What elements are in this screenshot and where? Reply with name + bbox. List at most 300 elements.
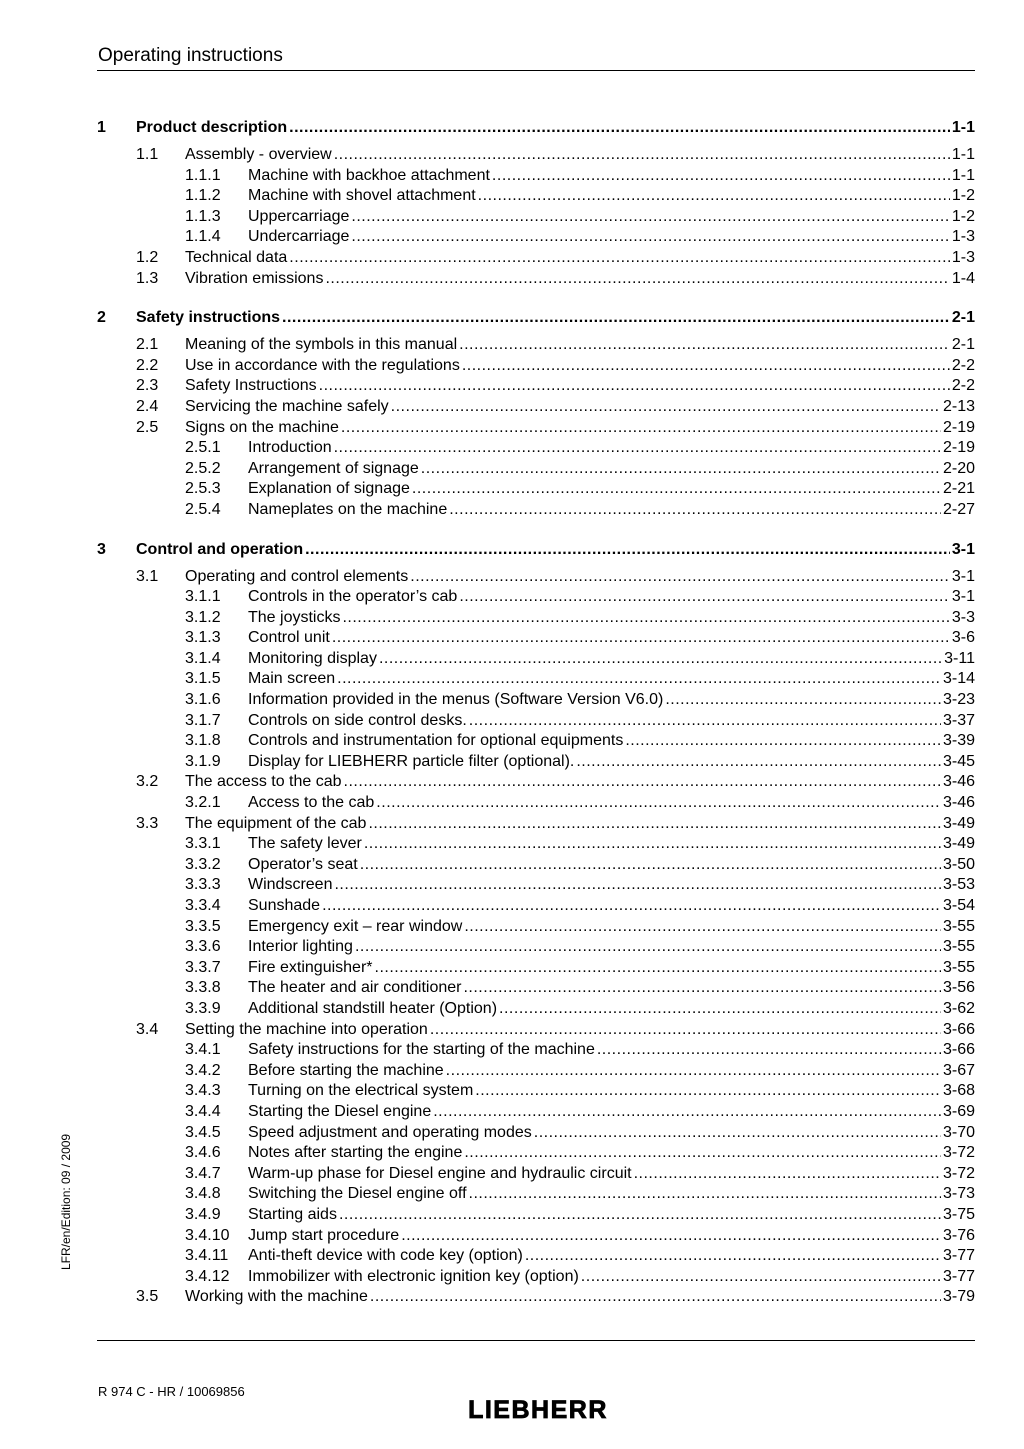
- toc-title: Starting aids: [248, 1205, 337, 1223]
- toc-page-number: 3-39: [942, 732, 975, 750]
- toc-number: 3.3.2: [185, 855, 221, 873]
- toc-page-number: 3-67: [942, 1061, 975, 1079]
- toc-subsection[interactable]: [97, 999, 975, 1020]
- toc-number: 2.1: [136, 336, 159, 354]
- toc-entry: [248, 1061, 975, 1082]
- toc-entry: [185, 814, 975, 835]
- toc-leader-dots: [375, 958, 941, 979]
- toc-page-number: 1-1: [951, 166, 975, 184]
- toc-subsection[interactable]: [97, 752, 975, 773]
- toc-section[interactable]: [97, 772, 975, 793]
- toc-page-number: 2-1: [951, 309, 975, 327]
- toc-leader-dots: [325, 269, 949, 290]
- toc-title: The joysticks: [248, 608, 341, 626]
- toc-page-number: 3-37: [942, 711, 975, 729]
- toc-leader-dots: [412, 479, 941, 500]
- toc-page-number: 3-72: [942, 1144, 975, 1162]
- toc-entry: [185, 356, 975, 377]
- toc-number: 2.5.2: [185, 459, 221, 477]
- toc-page-number: 3-77: [942, 1247, 975, 1265]
- toc-title: Control unit: [248, 629, 330, 647]
- toc-subsection[interactable]: [97, 608, 975, 629]
- toc-title: Technical data: [185, 248, 288, 266]
- toc-leader-dots: [376, 793, 941, 814]
- toc-title: Display for LIEBHERR particle filter (optional).: [248, 752, 575, 770]
- toc-entry: [248, 608, 975, 629]
- toc-title: Signs on the machine: [185, 418, 339, 436]
- toc-page-number: 1-3: [951, 228, 975, 246]
- toc-number: 3.1.7: [185, 711, 221, 729]
- toc-number: 3.3.1: [185, 835, 221, 853]
- toc-title: Warm-up phase for Diesel engine and hydraulic circuit: [248, 1164, 632, 1182]
- toc-title: Access to the cab: [248, 794, 375, 812]
- toc-section[interactable]: [97, 145, 975, 166]
- toc-entry: [248, 1081, 975, 1102]
- toc-title: Use in accordance with the regulations: [185, 356, 460, 374]
- toc-leader-dots: [421, 459, 941, 480]
- toc-leader-dots: [360, 855, 941, 876]
- toc-entry: [185, 397, 975, 418]
- toc-number: 1.1.3: [185, 207, 221, 225]
- toc-number: 2.5.3: [185, 480, 221, 498]
- toc-page-number: 2-2: [951, 356, 975, 374]
- toc-title: The access to the cab: [185, 773, 342, 791]
- toc-title: Meaning of the symbols in this manual: [185, 336, 458, 354]
- toc-subsection[interactable]: [97, 978, 975, 999]
- toc-entry: [248, 669, 975, 690]
- toc-page-number: 3-23: [942, 691, 975, 709]
- toc-number: 3.1.4: [185, 649, 221, 667]
- toc-leader-dots: [534, 1123, 941, 1144]
- toc-number: 1.1.4: [185, 228, 221, 246]
- toc-number: 1.1.2: [185, 187, 221, 205]
- toc-number: 3.2.1: [185, 794, 221, 812]
- toc-subsection[interactable]: [97, 1205, 975, 1226]
- toc-entry: [248, 186, 975, 207]
- toc-leader-dots: [344, 772, 941, 793]
- toc-entry: [248, 1226, 975, 1247]
- toc-title: Arrangement of signage: [248, 459, 419, 477]
- toc-subsection[interactable]: [97, 834, 975, 855]
- toc-entry: [248, 628, 975, 649]
- toc-leader-dots: [351, 207, 949, 228]
- toc-page-number: 3-72: [942, 1164, 975, 1182]
- toc-chapter[interactable]: [97, 116, 975, 139]
- toc-number: 1: [97, 119, 106, 136]
- toc-entry: [248, 1164, 975, 1185]
- toc-title: Before starting the machine: [248, 1061, 444, 1079]
- toc-leader-dots: [342, 608, 949, 629]
- toc-page-number: 1-2: [951, 207, 975, 225]
- toc-subsection[interactable]: [97, 1184, 975, 1205]
- toc-number: 3.4.3: [185, 1082, 221, 1100]
- toc-section[interactable]: [97, 335, 975, 356]
- toc-chapter[interactable]: [97, 306, 975, 329]
- toc-number: 3.3.7: [185, 958, 221, 976]
- toc-title: Working with the machine: [185, 1288, 368, 1306]
- toc-number: 1.1: [136, 146, 159, 163]
- toc-number: 1.2: [136, 248, 159, 266]
- toc-entry: [248, 500, 975, 521]
- toc-leader-dots: [289, 116, 950, 139]
- toc-subsection[interactable]: [97, 711, 975, 732]
- toc-title: Explanation of signage: [248, 480, 410, 498]
- toc-entry: [248, 587, 975, 608]
- toc-section[interactable]: [97, 269, 975, 290]
- toc-entry: [248, 937, 975, 958]
- toc-page-number: 1-4: [951, 269, 975, 287]
- toc-page-number: 3-66: [942, 1041, 975, 1059]
- toc-leader-dots: [332, 628, 950, 649]
- toc-leader-dots: [322, 896, 941, 917]
- toc-subsection[interactable]: [97, 855, 975, 876]
- toc-number: 3.4.10: [185, 1226, 230, 1244]
- toc-leader-dots: [339, 1205, 941, 1226]
- toc-page-number: 2-2: [951, 377, 975, 395]
- toc-section[interactable]: [97, 418, 975, 439]
- toc-leader-dots: [282, 306, 950, 329]
- toc-title: The equipment of the cab: [185, 814, 367, 832]
- toc-section[interactable]: [97, 567, 975, 588]
- toc-subsection[interactable]: [97, 1081, 975, 1102]
- toc-entry: [248, 1267, 975, 1288]
- toc-subsection[interactable]: [97, 731, 975, 752]
- toc-number: 2.5.4: [185, 500, 221, 518]
- toc-section[interactable]: [97, 397, 975, 418]
- toc-leader-dots: [475, 1081, 941, 1102]
- toc-page-number: 3-45: [942, 752, 975, 770]
- toc-leader-dots: [289, 248, 950, 269]
- toc-subsection[interactable]: [97, 1143, 975, 1164]
- toc-title: Anti-theft device with code key (option): [248, 1247, 523, 1265]
- toc-page-number: 3-50: [942, 855, 975, 873]
- toc-entry: [248, 731, 975, 752]
- toc-number: 3.1.5: [185, 670, 221, 688]
- toc-page-number: 3-73: [942, 1185, 975, 1203]
- toc-page-number: 3-46: [942, 773, 975, 791]
- toc-title: Interior lighting: [248, 938, 353, 956]
- toc-leader-dots: [391, 397, 941, 418]
- toc-subsection[interactable]: [97, 896, 975, 917]
- toc-number: 2.2: [136, 356, 159, 374]
- toc-entry: [248, 1184, 975, 1205]
- toc-page-number: 3-14: [942, 670, 975, 688]
- toc-page-number: 3-77: [942, 1267, 975, 1285]
- toc-number: 2.4: [136, 397, 159, 415]
- toc-page-number: 3-66: [942, 1020, 975, 1038]
- toc-title: Starting the Diesel engine: [248, 1102, 432, 1120]
- toc-title: Introduction: [248, 439, 332, 457]
- toc-subsection[interactable]: [97, 1246, 975, 1267]
- toc-leader-dots: [351, 227, 949, 248]
- toc-number: 3.4.12: [185, 1267, 230, 1285]
- toc-subsection[interactable]: [97, 1226, 975, 1247]
- toc-title: Vibration emissions: [185, 269, 324, 287]
- toc-page-number: 3-56: [942, 979, 975, 997]
- toc-subsection[interactable]: [97, 587, 975, 608]
- toc-page-number: 3-79: [942, 1288, 975, 1306]
- toc-number: 2.3: [136, 377, 159, 395]
- toc-subsection[interactable]: [97, 166, 975, 187]
- toc-page-number: 3-62: [942, 999, 975, 1017]
- toc-page-number: 1-3: [951, 248, 975, 266]
- toc-entry: [248, 875, 975, 896]
- toc-entry: [248, 438, 975, 459]
- toc-entry: [185, 418, 975, 439]
- toc-subsection[interactable]: [97, 1164, 975, 1185]
- toc-number: 2.5: [136, 418, 159, 436]
- toc-page-number: 2-21: [942, 480, 975, 498]
- toc-entry: [136, 116, 975, 139]
- toc-title: Assembly - overview: [185, 146, 332, 163]
- toc-page-number: 2-13: [942, 397, 975, 415]
- toc-section[interactable]: [97, 814, 975, 835]
- toc-subsection[interactable]: [97, 875, 975, 896]
- toc-number: 1.1.1: [185, 166, 221, 184]
- edition-note: LFR/en/Edition: 09 / 2009: [59, 1133, 73, 1270]
- toc-subsection[interactable]: [97, 1102, 975, 1123]
- toc-page-number: 3-46: [942, 794, 975, 812]
- toc-title: Product description: [136, 119, 288, 136]
- toc-number: 3.4.6: [185, 1144, 221, 1162]
- toc-entry: [248, 690, 975, 711]
- toc-page-number: 3-76: [942, 1226, 975, 1244]
- toc-page-number: 2-1: [951, 336, 975, 354]
- toc-title: Safety Instructions: [185, 377, 317, 395]
- toc-leader-dots: [410, 567, 950, 588]
- toc-leader-dots: [581, 1267, 941, 1288]
- toc-subsection[interactable]: [97, 1040, 975, 1061]
- toc-entry: [248, 1102, 975, 1123]
- liebherr-logo: [456, 1393, 620, 1423]
- toc-subsection[interactable]: [97, 669, 975, 690]
- toc-title: Windscreen: [248, 876, 333, 894]
- toc-title: Operating and control elements: [185, 567, 409, 585]
- toc-page-number: 3-49: [942, 814, 975, 832]
- toc-number: 3: [97, 540, 106, 558]
- toc-entry: [185, 335, 975, 356]
- toc-title: Turning on the electrical system: [248, 1082, 474, 1100]
- header-divider: [97, 70, 975, 71]
- toc-section[interactable]: [97, 1287, 975, 1308]
- document-id: R 974 C - HR / 10069856: [98, 1384, 245, 1399]
- toc-entry: [248, 459, 975, 480]
- toc-title: Machine with shovel attachment: [248, 187, 476, 205]
- toc-leader-dots: [463, 978, 941, 999]
- toc-entry: [248, 649, 975, 670]
- toc-leader-dots: [364, 834, 941, 855]
- toc-number: 3.3: [136, 814, 159, 832]
- toc-title: Uppercarriage: [248, 207, 350, 225]
- toc-section[interactable]: [97, 356, 975, 377]
- toc-title: Sunshade: [248, 897, 321, 914]
- toc-chapter[interactable]: [97, 538, 975, 561]
- toc-title: Monitoring display: [248, 649, 377, 667]
- toc-section[interactable]: [97, 376, 975, 397]
- toc-subsection[interactable]: [97, 917, 975, 938]
- toc-number: 3.1.2: [185, 608, 221, 626]
- toc-title: Fire extinguisher*: [248, 958, 373, 976]
- toc-leader-dots: [368, 814, 941, 835]
- toc-page-number: 3-6: [951, 629, 975, 647]
- toc-leader-dots: [597, 1040, 941, 1061]
- toc-title: Safety instructions: [136, 309, 281, 327]
- toc-number: 3.3.8: [185, 979, 221, 997]
- toc-entry: [185, 376, 975, 397]
- toc-subsection[interactable]: [97, 958, 975, 979]
- toc-leader-dots: [492, 166, 950, 187]
- toc-page-number: 1-1: [951, 146, 975, 163]
- toc-entry: [248, 958, 975, 979]
- toc-title: Setting the machine into operation: [185, 1020, 428, 1038]
- toc-title: Immobilizer with electronic ignition key (option): [248, 1267, 579, 1285]
- toc-page-number: 3-1: [951, 540, 975, 558]
- toc-number: 3.4: [136, 1020, 159, 1038]
- toc-number: 3.1.3: [185, 629, 221, 647]
- toc-leader-dots: [459, 335, 950, 356]
- toc-subsection[interactable]: [97, 937, 975, 958]
- toc-subsection[interactable]: [97, 1061, 975, 1082]
- toc-number: 3.5: [136, 1288, 159, 1306]
- toc-title: The heater and air conditioner: [248, 979, 462, 997]
- toc-subsection[interactable]: [97, 438, 975, 459]
- liebherr-logo-text: LIEBHERR: [468, 1396, 608, 1423]
- toc-page-number: 2-27: [942, 500, 975, 518]
- toc-subsection[interactable]: [97, 628, 975, 649]
- toc-subsection[interactable]: [97, 793, 975, 814]
- toc-page-number: 3-1: [951, 588, 975, 606]
- toc-title: Notes after starting the engine: [248, 1144, 463, 1162]
- toc-page-number: 3-49: [942, 835, 975, 853]
- toc-entry: [136, 538, 975, 561]
- toc-subsection[interactable]: [97, 500, 975, 521]
- toc-subsection[interactable]: [97, 186, 975, 207]
- toc-page-number: 3-70: [942, 1123, 975, 1141]
- toc-page-number: 1-2: [951, 187, 975, 205]
- toc-title: Jump start procedure: [248, 1226, 400, 1244]
- toc-number: 3.3.9: [185, 999, 221, 1017]
- toc-subsection[interactable]: [97, 1267, 975, 1288]
- toc-page-number: 3-54: [942, 897, 975, 914]
- toc-entry: [248, 752, 975, 773]
- toc-leader-dots: [464, 917, 941, 938]
- toc-entry: [248, 978, 975, 999]
- toc-subsection[interactable]: [97, 690, 975, 711]
- toc-entry: [185, 145, 975, 166]
- toc-title: Emergency exit – rear window: [248, 917, 463, 935]
- toc-leader-dots: [446, 1061, 941, 1082]
- toc-entry: [185, 772, 975, 793]
- toc-number: 3.4.2: [185, 1061, 221, 1079]
- toc-page-number: 3-75: [942, 1205, 975, 1223]
- toc-entry: [185, 269, 975, 290]
- toc-number: 3.4.8: [185, 1185, 221, 1203]
- toc-number: 2: [97, 309, 106, 327]
- toc-title: Nameplates on the machine: [248, 500, 448, 518]
- toc-number: 3.4.1: [185, 1041, 221, 1059]
- toc-page-number: 3-3: [951, 608, 975, 626]
- toc-title: Controls in the operator’s cab: [248, 588, 458, 606]
- toc-entry: [248, 1246, 975, 1267]
- toc-entry: [248, 207, 975, 228]
- toc-number: 3.3.3: [185, 876, 221, 894]
- toc-number: 3.3.4: [185, 897, 221, 914]
- toc-title: Control and operation: [136, 540, 304, 558]
- toc-entry: [248, 1205, 975, 1226]
- toc-title: Additional standstill heater (Option): [248, 999, 498, 1017]
- toc-entry: [248, 479, 975, 500]
- toc-leader-dots: [305, 538, 950, 561]
- toc-leader-dots: [355, 937, 941, 958]
- toc-leader-dots: [430, 1020, 941, 1041]
- toc-page-number: 2-19: [942, 418, 975, 436]
- toc-leader-dots: [401, 1226, 941, 1247]
- table-of-contents: [97, 116, 975, 1308]
- toc-number: 3.1.1: [185, 588, 221, 606]
- toc-section[interactable]: [97, 248, 975, 269]
- toc-leader-dots: [337, 669, 941, 690]
- toc-leader-dots: [499, 999, 941, 1020]
- toc-page-number: 2-19: [942, 439, 975, 457]
- toc-title: Safety instructions for the starting of the machine: [248, 1041, 595, 1059]
- page-header-title: Operating instructions: [98, 45, 283, 66]
- toc-page-number: 3-68: [942, 1082, 975, 1100]
- toc-leader-dots: [525, 1246, 941, 1267]
- toc-number: 3.1: [136, 567, 159, 585]
- toc-entry: [248, 227, 975, 248]
- toc-entry: [248, 711, 975, 732]
- toc-subsection[interactable]: [97, 207, 975, 228]
- toc-title: Controls on side control desks.: [248, 711, 467, 729]
- toc-subsection[interactable]: [97, 459, 975, 480]
- toc-number: 3.4.5: [185, 1123, 221, 1141]
- toc-title: Information provided in the menus (Software Version V6.0): [248, 691, 664, 709]
- toc-leader-dots: [334, 145, 950, 166]
- toc-entry: [136, 306, 975, 329]
- toc-title: Controls and instrumentation for optional equipments: [248, 732, 624, 750]
- toc-page-number: 3-55: [942, 917, 975, 935]
- toc-title: The safety lever: [248, 835, 362, 853]
- toc-section[interactable]: [97, 1020, 975, 1041]
- toc-leader-dots: [334, 875, 940, 896]
- toc-subsection[interactable]: [97, 1123, 975, 1144]
- toc-entry: [185, 1020, 975, 1041]
- toc-page-number: 3-55: [942, 958, 975, 976]
- toc-entry: [248, 166, 975, 187]
- toc-leader-dots: [665, 690, 941, 711]
- toc-subsection[interactable]: [97, 479, 975, 500]
- toc-title: Undercarriage: [248, 228, 350, 246]
- toc-leader-dots: [625, 731, 941, 752]
- toc-number: 1.3: [136, 269, 159, 287]
- toc-leader-dots: [634, 1164, 941, 1185]
- toc-entry: [248, 1123, 975, 1144]
- toc-entry: [248, 834, 975, 855]
- toc-leader-dots: [319, 376, 950, 397]
- toc-number: 2.5.1: [185, 439, 221, 457]
- toc-subsection[interactable]: [97, 227, 975, 248]
- toc-leader-dots: [449, 500, 941, 521]
- toc-page-number: 3-1: [951, 567, 975, 585]
- toc-page-number: 3-53: [942, 876, 975, 894]
- toc-leader-dots: [469, 711, 941, 732]
- toc-leader-dots: [433, 1102, 941, 1123]
- toc-leader-dots: [469, 1184, 941, 1205]
- toc-title: Main screen: [248, 670, 336, 688]
- toc-entry: [185, 1287, 975, 1308]
- toc-entry: [248, 917, 975, 938]
- toc-subsection[interactable]: [97, 649, 975, 670]
